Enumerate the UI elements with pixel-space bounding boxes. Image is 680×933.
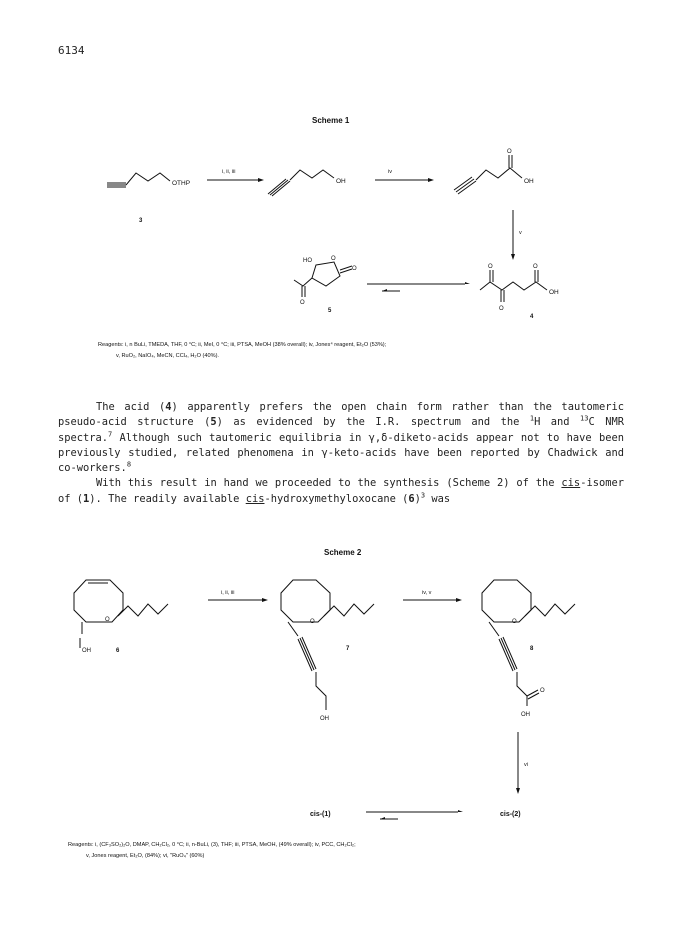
scheme2-arrow-1: [208, 590, 268, 602]
svg-text:O: O: [300, 300, 305, 306]
svg-text:4: 4: [530, 314, 534, 320]
svg-text:OH: OH: [549, 289, 559, 296]
svg-text:OH: OH: [521, 712, 530, 718]
paragraph-2: With this result in hand we proceeded to the synthesis (Scheme 2) of the cis-isomer of (1). The readily available cis-hydroxymethyloxocane $(6)^3$ was: [58, 477, 624, 505]
svg-text:O: O: [540, 688, 545, 694]
svg-text:OH: OH: [336, 178, 346, 185]
scheme1-acid: [454, 149, 534, 194]
svg-text:O: O: [310, 619, 315, 625]
svg-text:OH: OH: [320, 716, 329, 722]
scheme1-equilibrium: [367, 282, 470, 291]
scheme2-arrow-2: [403, 590, 462, 602]
scheme2-title: Scheme 2: [324, 548, 362, 557]
svg-text:6: 6: [116, 648, 120, 654]
svg-text:O: O: [331, 256, 336, 262]
svg-text:O: O: [512, 619, 517, 625]
svg-text:OTHP: OTHP: [172, 180, 191, 187]
svg-text:7: 7: [346, 646, 350, 652]
scheme2-products: [310, 810, 521, 819]
body-text: [58, 400, 624, 507]
svg-text:cis-(1): cis-(1): [310, 811, 331, 818]
scheme1-reagents-line2: v, RuO₂, NaIO₄, MeCN, CCl₄, H₂O (40%).: [116, 353, 219, 359]
scheme1-reagents: [98, 340, 538, 362]
svg-text:O: O: [105, 617, 110, 623]
svg-text:5: 5: [328, 308, 332, 314]
scheme2-reagents-line1: Reagents: i, (CF₃SO₂)₂O, DMAP, CH₂Cl₂, 0 °C; ii, n-BuLi, (3), THF; iii, PTSA, MeOH, (49% overall); iv, PCC, CH₂Cl₂;: [68, 842, 356, 848]
scheme1-arrow-1: [207, 169, 264, 182]
svg-text:cis-(2): cis-(2): [500, 811, 521, 818]
scheme2-arrow-3: [516, 732, 528, 794]
paragraph-1: The acid (4) apparently prefers the open chain form rather than the tautomeric pseudo-acid structure (5) as evidenced by the I.R. spectrum and the $^1$H and $^{13}$C NMR spectra.$^7$ Although such tautomeric equilibria in γ,δ-diketo-acids appear not to have been previously studied, related phenomena in γ-keto-acids have been reported by Chadwick and co-workers.$^8$: [58, 401, 624, 475]
scheme1-title: Scheme 1: [312, 116, 350, 125]
scheme1-arrow-2: [375, 169, 434, 182]
scheme1-compound-5: [294, 256, 357, 314]
svg-text:iv, v: iv, v: [422, 590, 432, 596]
svg-text:iv: iv: [388, 169, 392, 175]
svg-text:O: O: [352, 266, 357, 272]
scheme1-alcohol: [268, 170, 346, 196]
svg-text:HO: HO: [303, 258, 312, 264]
page-number: 6134: [58, 44, 85, 57]
svg-text:i, ii, iii: i, ii, iii: [222, 169, 236, 175]
svg-text:O: O: [499, 306, 504, 312]
svg-text:O: O: [488, 264, 493, 270]
svg-text:O: O: [533, 264, 538, 270]
scheme2-reagents: [68, 840, 628, 862]
scheme2-compound-7: [281, 580, 374, 722]
scheme2-compound-8: [482, 580, 575, 718]
scheme1-arrow-3: [511, 210, 522, 260]
svg-text:8: 8: [530, 646, 534, 652]
svg-text:OH: OH: [524, 178, 534, 185]
svg-text:3: 3: [139, 218, 143, 224]
scheme1-compound-3: [107, 173, 190, 224]
svg-text:vi: vi: [524, 762, 528, 768]
scheme1-reagents-line1: Reagents: i, n BuLi, TMEDA, THF, 0 °C; ii, MeI, 0 °C; iii, PTSA, MeOH (38% overall); iv, Jones⁴ reagent, Et₂O (53%);: [98, 342, 387, 348]
svg-text:i, ii, iii: i, ii, iii: [221, 590, 235, 596]
svg-text:v: v: [519, 230, 522, 236]
scheme2-reagents-line2: v, Jones reagent, Et₂O, (84%); vi, "RuO₄" (60%): [86, 853, 205, 859]
scheme2-compound-6: [74, 580, 168, 654]
svg-text:OH: OH: [82, 648, 91, 654]
scheme1-compound-4: [480, 264, 559, 320]
svg-text:O: O: [507, 149, 512, 155]
